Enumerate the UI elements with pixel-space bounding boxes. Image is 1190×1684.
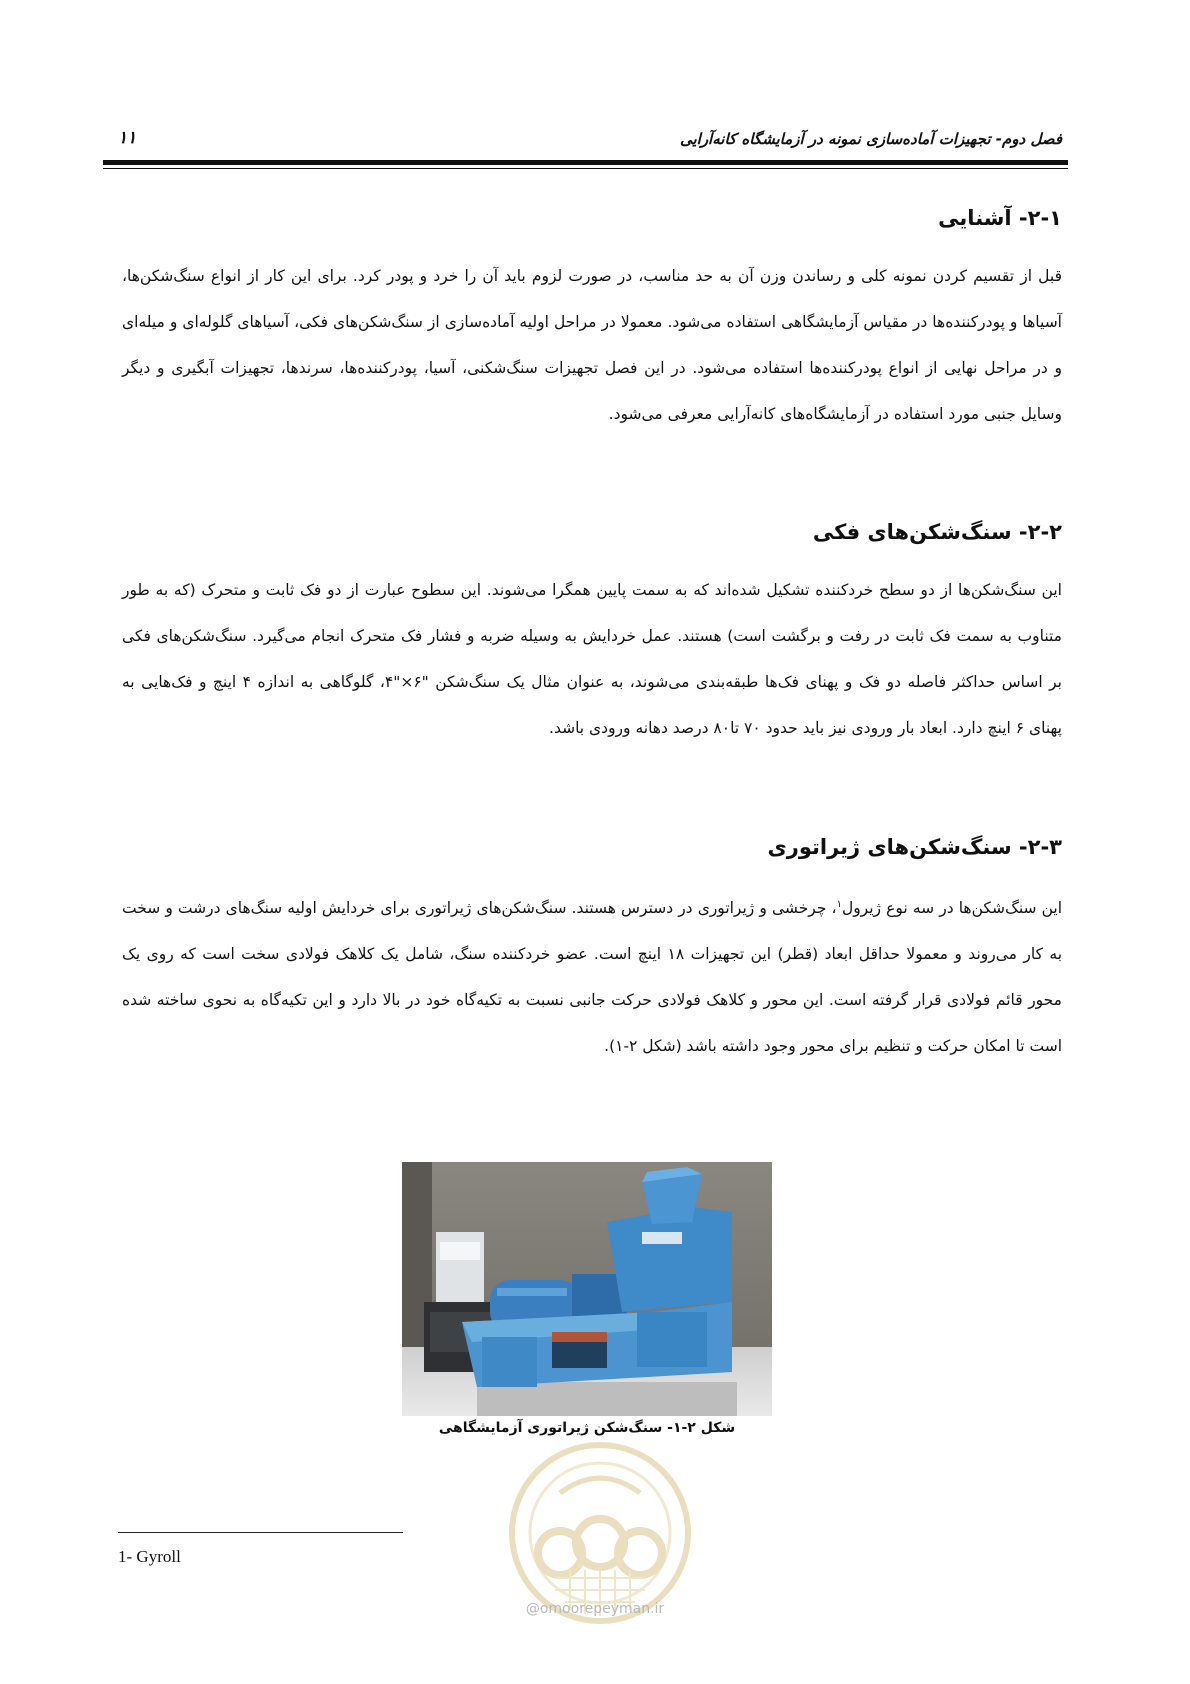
- header-rule-thin: [103, 168, 1068, 169]
- footnote-text: 1- Gyroll: [118, 1547, 181, 1566]
- section-paragraph-intro: قبل از تقسیم کردن نمونه کلی و رساندن وزن آن به حد مناسب، در صورت لزوم باید آن را خرد و پودر کرد. برای این کار از انواع سنگ‌شکن‌ها، آسیاها و پودرکننده‌ها در مقیاس آزمایشگاهی استفاده می‌شود. معمولا در مراحل اولیه آماده‌سازی از سنگ‌شکن‌های فکی، آسیاهای گلوله‌ای و میله‌ای و در مراحل نهایی از انواع پودرکننده‌ها استفاده می‌شود. در این فصل تجهیزات سنگ‌شکنی، آسیا، پودرکننده‌ها، سرندها، تجهیزات آبگیری و دیگر وسایل جنبی مورد استفاده در آزمایشگاه‌های کانه‌آرایی معرفی می‌شود.: [122, 267, 1062, 423]
- figure-caption: شکل ۲-۱- سنگ‌شکن ژیراتوری آزمایشگاهی: [438, 1420, 736, 1436]
- paragraph-text-start: این سنگ‌شکن‌ها در سه نوع ژیرول: [841, 899, 1063, 918]
- header-title: فصل دوم- تجهیزات آماده‌سازی نمونه در آزمایشگاه کانه‌آرایی: [679, 130, 1062, 148]
- watermark-url: @omoorepeyman.ir: [525, 1601, 665, 1617]
- figure-photo-gyratory-crusher: [402, 1162, 772, 1416]
- section-paragraph-jaw-crushers: این سنگ‌شکن‌ها از دو سطح خردکننده تشکیل شده‌اند که به سمت پایین همگرا می‌شوند. این سطوح عبارت از دو فک ثابت و متحرک (که به طور متناوب به سمت فک ثابت در رفت و برگشت است) هستند. عمل خردایش به وسیله ضربه و فشار فک متحرک انجام می‌گیرد. سنگ‌شکن‌های فکی بر اساس حداکثر فاصله دو فک و پهنای فک‌ها طبقه‌بندی می‌شوند، به عنوان مثال یک سنگ‌شکن "۶×"۴، گلوگاهی به اندازه ۴ اینچ و فک‌هایی به پهنای ۶ اینچ دارد. ابعاد بار ورودی نیز باید حدود ۷۰ تا۸۰ درصد دهانه ورودی باشد.: [122, 581, 1062, 737]
- footnote-rule: [118, 1532, 403, 1533]
- header-rule-thick: [103, 160, 1068, 165]
- watermark-logo: [505, 1438, 695, 1628]
- paragraph-text-end: ، چرخشی و ژیراتوری در دسترس هستند. سنگ‌شکن‌های ژیراتوری برای خردایش اولیه سنگ‌های درشت و سخت به کار می‌روند و معمولا حداقل ابعاد (قطر) این تجهیزات ۱۸ اینچ است. عضو خردکننده سنگ، شامل یک کلاهک فولادی سخت است که روی یک محور قائم فولادی قرار گرفته است. این محور و کلاهک فولادی حرکت جانبی نسبت به تکیه‌گاه خود در بالا دارد و این تکیه‌گاه به نحوی ساخته شده است تا امکان حرکت و تنظیم برای محور وجود داشته باشد (شکل ۲-۱).: [122, 899, 1063, 1056]
- page-number: ۱۱: [118, 128, 137, 148]
- footnote-reference: ۱: [836, 899, 842, 910]
- section-paragraph-gyratory-crushers: [122, 882, 1062, 1069]
- section-heading-gyratory-crushers: ۲-۳- سنگ‌شکن‌های ژیراتوری: [767, 835, 1062, 859]
- section-heading-jaw-crushers: ۲-۲- سنگ‌شکن‌های فکی: [812, 520, 1062, 544]
- section-heading-intro: ۲-۱- آشنایی: [938, 206, 1062, 230]
